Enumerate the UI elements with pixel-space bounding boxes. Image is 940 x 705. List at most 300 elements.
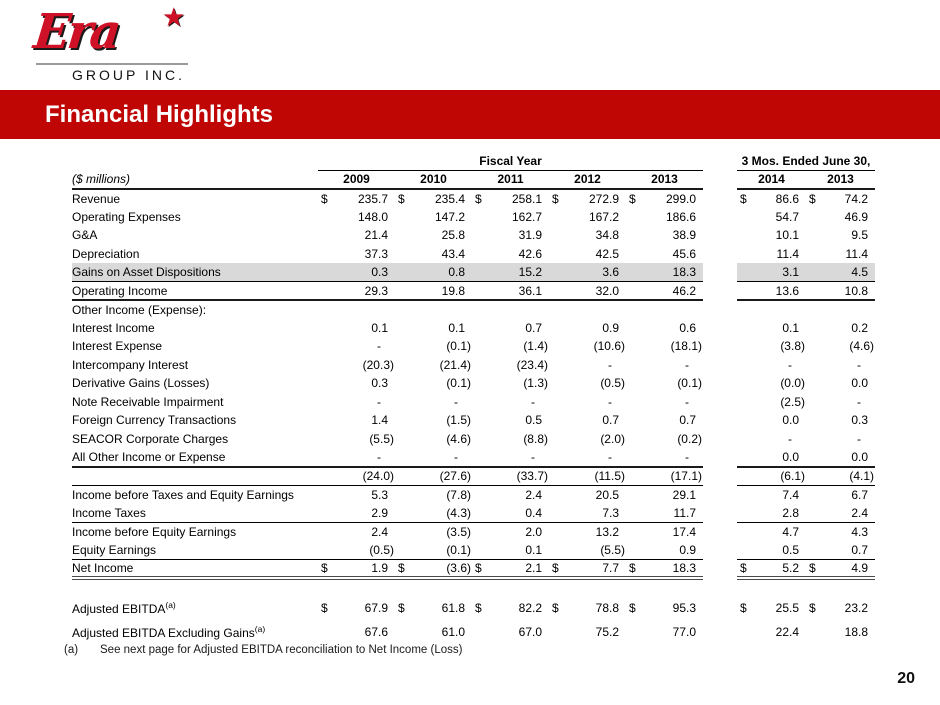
value-text: 75.2: [595, 624, 619, 639]
value-text: (24.0): [362, 469, 394, 483]
cell-value: [737, 522, 806, 541]
cell-content: [318, 506, 395, 520]
cell-value: [626, 559, 703, 578]
table-row: [72, 448, 875, 467]
row-label: [72, 189, 318, 208]
row-label-text: Income before Taxes and Equity Earnings: [72, 487, 294, 502]
cell-content: [737, 210, 806, 224]
value-text: 10.8: [844, 283, 869, 298]
table-row: [72, 596, 875, 620]
value-text: 0.1: [525, 542, 542, 557]
value-text: (2.5): [780, 394, 805, 409]
column-gap: [703, 374, 737, 393]
value-text: 4.5: [851, 265, 869, 279]
value-text: 25.8: [441, 228, 465, 243]
cell-value: [395, 208, 472, 227]
cell-value: [549, 430, 626, 449]
value-text: 0.7: [602, 413, 619, 428]
value-text: 78.8: [595, 600, 619, 615]
cell-value: [626, 189, 703, 208]
cell-content: [626, 488, 703, 502]
cell-value: [549, 448, 626, 467]
value-text: 15.2: [518, 265, 542, 279]
year-header: 2012: [549, 170, 626, 189]
currency-symbol: $: [321, 560, 328, 575]
value-text: 45.6: [672, 246, 696, 261]
value-text: 7.4: [782, 487, 799, 502]
cell-value: [737, 596, 806, 620]
value-text: 74.2: [844, 191, 869, 206]
column-gap: [703, 393, 737, 412]
value-text: 147.2: [434, 209, 465, 224]
cell-content: [806, 395, 875, 409]
footnote: [64, 644, 462, 656]
cell-content: [806, 413, 875, 427]
cell-content: [806, 358, 875, 372]
value-text: 22.4: [775, 624, 799, 639]
cell-content: [472, 543, 549, 557]
cell-value: [472, 226, 549, 245]
column-gap: [703, 467, 737, 486]
cell-content: [626, 543, 703, 557]
cell-value: [806, 189, 875, 208]
cell-value: [395, 596, 472, 620]
value-text: 19.8: [441, 283, 465, 298]
cell-content: [737, 543, 806, 557]
spacer-cell: [72, 578, 875, 596]
value-text: (6.1): [780, 469, 805, 483]
row-label-text: Depreciation: [72, 246, 140, 261]
row-label: [72, 596, 318, 620]
cell-value: [626, 337, 703, 356]
value-text: 11.4: [845, 246, 869, 261]
cell-content: [472, 284, 549, 298]
value-text: 46.9: [844, 209, 869, 224]
row-label: [72, 559, 318, 578]
currency-symbol: $: [321, 600, 328, 615]
cell-value: [395, 245, 472, 264]
cell-content: [318, 488, 395, 502]
cell-content: [395, 543, 472, 557]
cell-content: [806, 228, 875, 242]
value-text: (11.5): [594, 469, 625, 483]
cell-value: [737, 226, 806, 245]
cell-value: [472, 337, 549, 356]
cell-value: [626, 374, 703, 393]
cell-value: [318, 504, 395, 523]
cell-value: [737, 448, 806, 467]
cell-value: [549, 226, 626, 245]
value-text: 148.0: [357, 209, 388, 224]
year-header: 2013: [806, 170, 875, 189]
cell-content: [737, 413, 806, 427]
cell-content: [806, 247, 875, 261]
cell-value: [549, 245, 626, 264]
column-gap: [703, 245, 737, 264]
currency-symbol: $: [629, 600, 636, 615]
value-text: 10.1: [775, 228, 799, 243]
cell-content: [318, 376, 395, 390]
value-text: 67.0: [518, 624, 542, 639]
logo-divider: [36, 63, 188, 65]
cell-content: [806, 525, 875, 539]
cell-content: [318, 265, 395, 279]
row-label-text: Derivative Gains (Losses): [72, 376, 210, 391]
row-label-text: Interest Income: [72, 320, 155, 335]
cell-content: [737, 247, 806, 261]
currency-symbol: $: [629, 191, 636, 206]
cell-content: [806, 488, 875, 502]
value-text: 2.4: [525, 487, 542, 502]
row-label-text: Interest Expense: [72, 339, 163, 354]
cell-content: [318, 339, 395, 353]
table-header: [72, 152, 875, 189]
cell-value: [318, 245, 395, 264]
cell-value: [626, 282, 703, 301]
row-label: [72, 522, 318, 541]
cell-content: [472, 376, 549, 390]
cell-value: [626, 596, 703, 620]
cell-value: [806, 467, 875, 486]
value-text: -: [454, 449, 458, 464]
year-header-row: [72, 170, 875, 189]
year-header: 2010: [395, 170, 472, 189]
cell-content: [395, 506, 472, 520]
cell-content: [395, 525, 472, 539]
cell-content: [806, 450, 875, 464]
cell-content: [318, 247, 395, 261]
cell-content: [737, 376, 806, 390]
cell-value: [626, 541, 703, 560]
cell-value: [626, 300, 703, 319]
cell-value: [318, 226, 395, 245]
table-row: [72, 430, 875, 449]
row-label-text: Foreign Currency Transactions: [72, 413, 237, 428]
column-gap: [703, 411, 737, 430]
cell-value: [626, 208, 703, 227]
cell-content: [549, 543, 626, 557]
value-text: 25.5: [775, 600, 799, 615]
value-text: 0.1: [448, 320, 465, 335]
cell-content: [549, 525, 626, 539]
cell-content: [395, 450, 472, 464]
cell-content: [395, 358, 472, 372]
cell-value: [472, 430, 549, 449]
value-text: 20.5: [595, 487, 619, 502]
cell-value: [626, 522, 703, 541]
value-text: 235.7: [357, 191, 388, 206]
cell-value: [737, 411, 806, 430]
cell-content: [626, 506, 703, 520]
cell-content: [549, 413, 626, 427]
cell-value: [806, 559, 875, 578]
cell-content: [318, 450, 395, 464]
value-text: 86.6: [775, 191, 799, 206]
logo-era-text: Era: [31, 4, 121, 60]
value-text: 61.0: [441, 624, 465, 639]
value-text: -: [531, 394, 535, 409]
column-gap: [703, 152, 737, 170]
value-text: 42.5: [595, 246, 619, 261]
value-text: -: [377, 339, 381, 354]
cell-content: [737, 450, 806, 464]
value-text: (4.6): [849, 339, 875, 354]
cell-content: [549, 247, 626, 261]
cell-value: [318, 337, 395, 356]
cell-value: [472, 596, 549, 620]
value-text: -: [857, 357, 862, 372]
cell-value: [626, 226, 703, 245]
cell-value: [318, 263, 395, 282]
value-text: 36.1: [518, 283, 542, 298]
cell-content: [318, 395, 395, 409]
value-text: 4.7: [782, 524, 799, 539]
cell-value: [549, 208, 626, 227]
cell-content: [472, 265, 549, 279]
spacer-row: [72, 578, 875, 596]
cell-content: [318, 561, 395, 575]
table-row: [72, 522, 875, 541]
cell-value: [626, 245, 703, 264]
cell-content: [737, 284, 806, 298]
cell-value: [318, 282, 395, 301]
cell-content: [318, 413, 395, 427]
cell-content: [806, 376, 875, 390]
financial-table-container: [72, 152, 875, 644]
table-row: [72, 208, 875, 227]
value-text: 0.3: [371, 265, 388, 279]
currency-symbol: $: [398, 191, 405, 206]
cell-value: [318, 522, 395, 541]
row-label: [72, 319, 318, 338]
value-text: 2.9: [371, 505, 388, 520]
cell-value: [549, 263, 626, 282]
cell-value: [395, 337, 472, 356]
cell-value: [472, 319, 549, 338]
cell-value: [318, 374, 395, 393]
year-header: 2013: [626, 170, 703, 189]
row-label: [72, 620, 318, 644]
value-text: 2.4: [371, 524, 388, 539]
cell-content: [626, 395, 703, 409]
cell-value: [318, 559, 395, 578]
table-body: [72, 189, 875, 644]
cell-content: [549, 376, 626, 390]
column-gap: [703, 430, 737, 449]
column-gap: [703, 226, 737, 245]
currency-symbol: $: [321, 191, 328, 206]
cell-value: [395, 189, 472, 208]
value-text: 13.2: [595, 524, 619, 539]
cell-content: [806, 432, 875, 446]
cell-value: [395, 411, 472, 430]
cell-content: [549, 265, 626, 279]
row-label: [72, 226, 318, 245]
footnote-ref: (a): [254, 623, 266, 634]
cell-value: [549, 485, 626, 504]
value-text: -: [377, 394, 381, 409]
value-text: 0.3: [851, 413, 869, 428]
value-text: 5.2: [782, 560, 799, 575]
value-text: -: [608, 357, 612, 372]
value-text: (3.8): [780, 339, 805, 354]
era-group-logo: [31, 2, 204, 83]
cell-value: [737, 393, 806, 412]
value-text: 0.6: [679, 320, 696, 335]
cell-value: [549, 504, 626, 523]
cell-content: [472, 601, 549, 615]
cell-value: [472, 300, 549, 319]
footnote-ref: (a): [165, 599, 176, 610]
value-text: (8.8): [523, 431, 548, 446]
value-text: (5.5): [600, 542, 625, 557]
value-text: 3.6: [602, 265, 619, 279]
cell-content: [395, 395, 472, 409]
cell-content: [737, 625, 806, 639]
cell-value: [549, 620, 626, 644]
cell-value: [737, 319, 806, 338]
cell-content: [806, 601, 875, 615]
value-text: (10.6): [593, 339, 625, 354]
row-label: [72, 245, 318, 264]
column-gap: [703, 300, 737, 319]
cell-content: [737, 469, 806, 483]
cell-value: [626, 504, 703, 523]
cell-content: [737, 488, 806, 502]
cell-value: [806, 485, 875, 504]
cell-value: [549, 559, 626, 578]
currency-symbol: $: [552, 560, 559, 575]
value-text: 11.7: [673, 505, 696, 520]
cell-value: [395, 300, 472, 319]
cell-content: [318, 228, 395, 242]
cell-value: [626, 263, 703, 282]
cell-value: [806, 393, 875, 412]
cell-value: [737, 430, 806, 449]
cell-value: [472, 411, 549, 430]
cell-content: [318, 321, 395, 335]
cell-content: [472, 339, 549, 353]
cell-value: [318, 356, 395, 375]
cell-value: [806, 620, 875, 644]
row-label-text: Gains on Asset Dispositions: [72, 265, 221, 279]
row-label: [72, 300, 318, 319]
cell-value: [626, 356, 703, 375]
cell-value: [395, 504, 472, 523]
value-text: (7.8): [446, 487, 471, 502]
cell-value: [737, 374, 806, 393]
table-row: [72, 467, 875, 486]
cell-value: [806, 319, 875, 338]
cell-value: [806, 541, 875, 560]
table-row: [72, 374, 875, 393]
table-row: [72, 411, 875, 430]
cell-content: [806, 561, 875, 575]
cell-value: [806, 208, 875, 227]
value-text: (21.4): [439, 357, 471, 372]
table-row: [72, 620, 875, 644]
cell-content: [472, 488, 549, 502]
value-text: 54.7: [775, 209, 799, 224]
cell-content: [737, 395, 806, 409]
cell-value: [737, 541, 806, 560]
cell-value: [472, 393, 549, 412]
cell-content: [472, 625, 549, 639]
value-text: (4.3): [446, 505, 471, 520]
cell-content: [626, 228, 703, 242]
table-row: [72, 337, 875, 356]
value-text: 2.0: [525, 524, 542, 539]
column-gap: [703, 596, 737, 620]
cell-content: [737, 432, 806, 446]
value-text: (0.1): [677, 376, 702, 391]
page-title: Financial Highlights: [45, 101, 274, 128]
value-text: 1.9: [371, 560, 388, 575]
cell-value: [395, 263, 472, 282]
cell-value: [395, 620, 472, 644]
year-header: 2009: [318, 170, 395, 189]
value-text: (4.1): [849, 469, 875, 483]
value-text: (1.3): [523, 376, 548, 391]
cell-content: [472, 432, 549, 446]
cell-value: [472, 485, 549, 504]
value-text: 258.1: [511, 191, 542, 206]
value-text: 42.6: [518, 246, 542, 261]
cell-value: [318, 485, 395, 504]
cell-content: [549, 488, 626, 502]
cell-value: [549, 319, 626, 338]
value-text: 0.4: [525, 505, 542, 520]
cell-value: [318, 541, 395, 560]
value-text: 82.2: [518, 600, 542, 615]
row-label: [72, 504, 318, 523]
cell-value: [549, 356, 626, 375]
cell-value: [737, 208, 806, 227]
value-text: 4.9: [851, 560, 869, 575]
currency-symbol: $: [809, 600, 816, 615]
row-label-text: Adjusted EBITDA: [72, 601, 166, 616]
cell-value: [472, 559, 549, 578]
table-row: [72, 393, 875, 412]
cell-content: [472, 413, 549, 427]
cell-value: [549, 282, 626, 301]
value-text: 18.3: [672, 560, 696, 575]
table-row: [72, 485, 875, 504]
cell-content: [626, 561, 703, 575]
cell-content: [737, 265, 806, 279]
row-label-text: Net Income: [72, 560, 134, 575]
cell-content: [626, 525, 703, 539]
column-gap: [703, 559, 737, 578]
cell-value: [395, 485, 472, 504]
value-text: -: [531, 449, 535, 464]
value-text: -: [788, 431, 792, 446]
row-label: [72, 430, 318, 449]
cell-value: [472, 374, 549, 393]
value-text: 7.7: [602, 560, 619, 575]
table-row: [72, 282, 875, 301]
value-text: (0.5): [600, 376, 625, 391]
value-text: 37.3: [364, 246, 388, 261]
year-header: 2014: [737, 170, 806, 189]
currency-symbol: $: [629, 560, 636, 575]
value-text: 13.6: [775, 283, 799, 298]
row-label-text: SEACOR Corporate Charges: [72, 431, 229, 446]
value-text: 186.6: [665, 209, 696, 224]
cell-value: [472, 522, 549, 541]
currency-symbol: $: [398, 600, 405, 615]
value-text: (0.1): [446, 542, 471, 557]
